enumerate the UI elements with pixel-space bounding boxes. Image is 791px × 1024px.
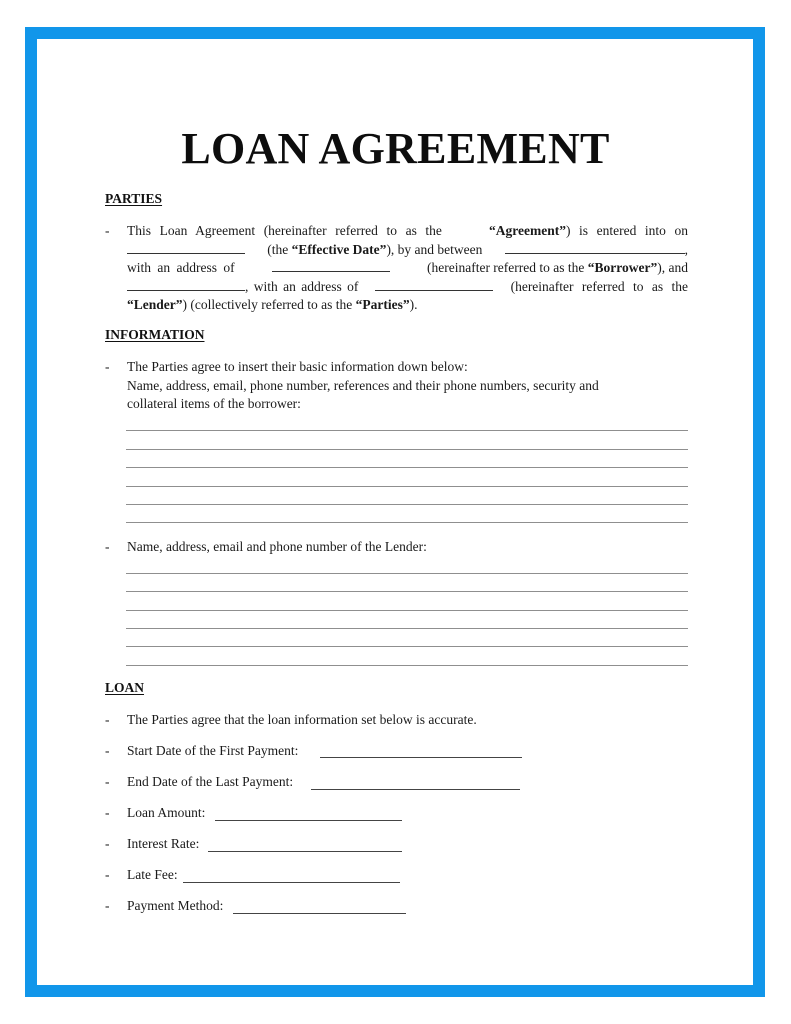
parties-paragraph: [127, 222, 688, 315]
field-label-end-date: End Date of the Last Payment:: [127, 774, 294, 789]
lender-info-line-2[interactable]: [126, 591, 688, 592]
section-heading-loan: LOAN: [105, 680, 145, 695]
bullet-dash: -: [105, 836, 110, 851]
bullet-dash: -: [105, 712, 110, 727]
borrower-info-line-3[interactable]: [126, 467, 688, 468]
borrower-info-line-4[interactable]: [126, 486, 688, 487]
lender-info-line-3[interactable]: [126, 610, 688, 611]
parties-line-4: , with an address of (hereinafter referred to as the: [127, 278, 688, 297]
lender-address-blank[interactable]: [375, 278, 493, 291]
borrower-info-intro: The Parties agree to insert their basic information down below:: [127, 359, 468, 374]
borrower-info-line-6[interactable]: [126, 522, 688, 523]
field-label-start-date: Start Date of the First Payment:: [127, 743, 299, 758]
section-heading-information: INFORMATION: [105, 327, 205, 342]
interest-rate-input[interactable]: [208, 851, 402, 852]
lender-info-line-1[interactable]: [126, 573, 688, 574]
bullet-dash: -: [105, 743, 110, 758]
parties-line-5: “Lender” ) (collectively referred to as the “Parties” ).: [127, 297, 418, 312]
loan-amount-input[interactable]: [215, 820, 402, 821]
bullet-dash: -: [105, 774, 110, 789]
parties-line-1: This Loan Agreement (hereinafter referred to as the “Agreement”) is entered into on: [127, 223, 688, 238]
parties-line-2: (the “Effective Date”), by and between ,: [127, 241, 688, 260]
end-date-input[interactable]: [311, 789, 520, 790]
borrower-info-detail-1: Name, address, email, phone number, references and their phone numbers, security and: [127, 377, 599, 393]
payment-method-input[interactable]: [233, 913, 406, 914]
lender-info-intro: Name, address, email and phone number of the Lender:: [127, 539, 427, 554]
effective-date-blank[interactable]: [127, 241, 245, 254]
bullet-dash: -: [105, 867, 110, 882]
lender-info-line-4[interactable]: [126, 628, 688, 629]
lender-info-line-5[interactable]: [126, 646, 688, 647]
bullet-dash: -: [105, 223, 110, 238]
field-label-interest-rate: Interest Rate:: [127, 836, 200, 851]
borrower-address-blank[interactable]: [272, 259, 390, 272]
lender-name-blank[interactable]: [127, 278, 245, 291]
borrower-info-line-5[interactable]: [126, 504, 688, 505]
start-date-input[interactable]: [320, 757, 522, 758]
field-label-loan-amount: Loan Amount:: [127, 805, 206, 820]
loan-intro: The Parties agree that the loan information set below is accurate.: [127, 712, 477, 727]
borrower-info-detail-2: collateral items of the borrower:: [127, 396, 301, 411]
section-heading-parties: PARTIES: [105, 191, 163, 206]
field-label-late-fee: Late Fee:: [127, 867, 178, 882]
field-label-payment-method: Payment Method:: [127, 898, 224, 913]
borrower-info-line-1[interactable]: [126, 430, 688, 431]
bullet-dash: -: [105, 359, 110, 374]
bullet-dash: -: [105, 805, 110, 820]
parties-line-3: with an address of (hereinafter referred to as the “Borrower”), and: [127, 260, 688, 275]
lender-info-line-6[interactable]: [126, 665, 688, 666]
document-title: LOAN AGREEMENT: [181, 124, 610, 173]
borrower-info-line-2[interactable]: [126, 449, 688, 450]
bullet-dash: -: [105, 539, 110, 554]
borrower-name-blank[interactable]: [505, 241, 685, 254]
late-fee-input[interactable]: [183, 882, 400, 883]
bullet-dash: -: [105, 898, 110, 913]
